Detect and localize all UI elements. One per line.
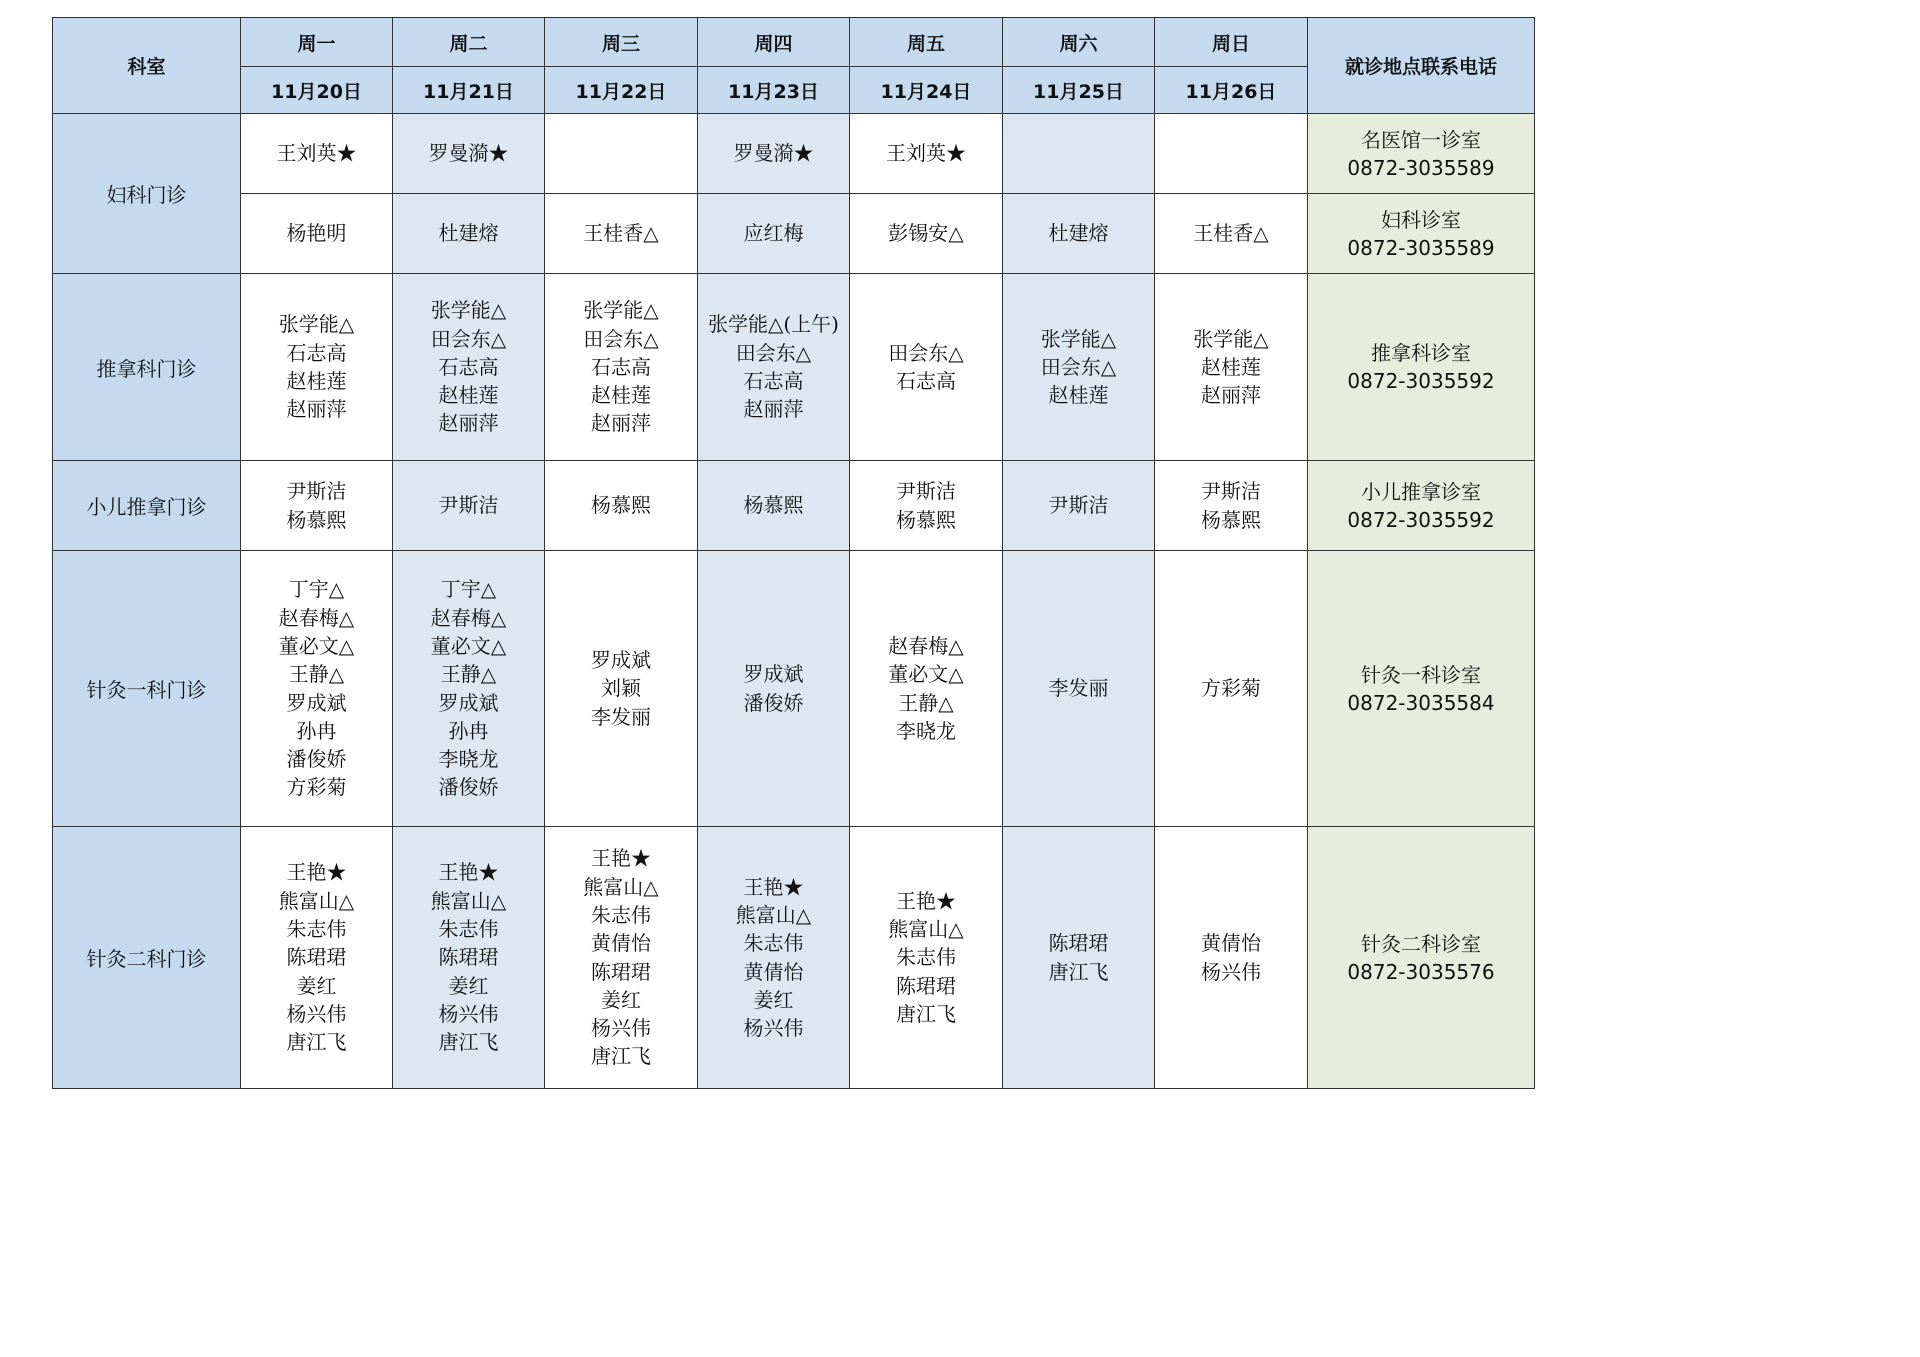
doctor-name: 罗成斌 <box>743 662 804 687</box>
doctor-name: 田会东△ <box>430 326 507 351</box>
clinic-room-name: 推拿科诊室 <box>1371 341 1471 365</box>
doctor-name: 李发丽 <box>591 704 651 729</box>
doctor-name: 姜红 <box>753 987 794 1012</box>
doctor-name: 赵丽萍 <box>743 397 804 422</box>
doctor-cell <box>698 551 850 827</box>
doctor-name: 杨兴伟 <box>743 1016 804 1041</box>
doctor-name: 杨慕熙 <box>286 507 347 532</box>
schedule-row <box>53 114 1535 194</box>
doctor-name: 赵桂莲 <box>286 369 347 393</box>
doctor-name: 董必文△ <box>888 662 964 687</box>
doctor-name: 杨兴伟 <box>438 1001 499 1026</box>
doctor-name: 熊富山△ <box>430 888 507 913</box>
doctor-name: 赵丽萍 <box>1201 383 1261 408</box>
doctor-name: 应红梅 <box>743 221 804 246</box>
doctor-name: 石志高 <box>743 369 804 393</box>
day-header: 周二 <box>393 18 545 67</box>
doctor-name: 陈珺珺 <box>591 959 651 984</box>
doctor-name: 熊富山△ <box>583 874 659 899</box>
doctor-cell <box>698 827 850 1089</box>
doctor-name: 王静△ <box>898 690 954 715</box>
doctor-name: 王静△ <box>288 662 345 687</box>
doctor-name: 王艳★ <box>743 874 804 899</box>
doctor-name: 王刘英★ <box>886 141 966 166</box>
doctor-cell <box>393 551 545 827</box>
doctor-name: 尹斯洁 <box>896 479 956 504</box>
doctor-name: 董必文△ <box>278 633 355 658</box>
doctor-name: 朱志伟 <box>896 945 956 970</box>
doctor-cell <box>545 827 698 1089</box>
date-header: 11月26日 <box>1155 67 1308 114</box>
location-contact-cell <box>1308 827 1535 1089</box>
doctor-cell <box>1155 114 1308 194</box>
doctor-name: 张学能△ <box>430 298 507 323</box>
doctor-name: 杨艳明 <box>286 221 347 246</box>
phone-number: 0872-3035576 <box>1347 959 1495 984</box>
doctor-name: 杨慕熙 <box>743 493 804 518</box>
doctor-name: 赵春梅△ <box>888 633 964 658</box>
doctor-name: 方彩菊 <box>286 775 347 800</box>
doctor-name: 潘俊娇 <box>438 775 499 800</box>
doctor-name: 张学能△ <box>1040 326 1117 351</box>
doctor-name: 赵丽萍 <box>286 397 347 422</box>
doctor-cell <box>850 551 1003 827</box>
doctor-cell <box>545 114 698 194</box>
dept-column-header: 科室 <box>53 18 241 114</box>
schedule-row <box>53 551 1535 827</box>
day-header: 周日 <box>1155 18 1308 67</box>
doctor-name: 李晓龙 <box>438 747 499 772</box>
doctor-cell <box>1003 827 1155 1089</box>
doctor-name: 刘颖 <box>601 676 641 701</box>
location-contact-cell <box>1308 194 1535 274</box>
schedule-body <box>53 114 1535 1089</box>
doctor-name: 王艳★ <box>438 860 499 885</box>
doctor-name: 黄倩怡 <box>1201 931 1261 956</box>
doctor-cell <box>1003 114 1155 194</box>
doctor-cell <box>850 461 1003 551</box>
doctor-cell <box>1003 461 1155 551</box>
doctor-cell <box>850 827 1003 1089</box>
doctor-name: 姜红 <box>448 973 489 998</box>
doctor-cell <box>698 194 850 274</box>
doctor-cell <box>393 114 545 194</box>
doctor-name: 陈珺珺 <box>896 973 956 998</box>
doctor-cell <box>1003 551 1155 827</box>
doctor-name: 王静△ <box>440 662 497 687</box>
doctor-name: 李发丽 <box>1048 676 1109 701</box>
doctor-name: 石志高 <box>438 354 499 379</box>
doctor-name: 潘俊娇 <box>286 747 347 772</box>
location-contact-cell <box>1308 274 1535 461</box>
doctor-cell <box>393 194 545 274</box>
doctor-cell <box>241 194 393 274</box>
doctor-name: 杨慕熙 <box>896 507 956 532</box>
doctor-name: 李晓龙 <box>896 718 956 743</box>
location-column-header: 就诊地点联系电话 <box>1308 18 1535 114</box>
doctor-name: 董必文△ <box>430 633 507 658</box>
department-name: 针灸一科门诊 <box>53 551 241 827</box>
doctor-cell <box>1155 551 1308 827</box>
doctor-name: 张学能△ <box>583 298 659 323</box>
location-contact-cell <box>1308 114 1535 194</box>
phone-number: 0872-3035584 <box>1347 690 1495 715</box>
doctor-name: 丁宇△ <box>288 577 345 602</box>
doctor-name: 张学能△ <box>278 312 355 337</box>
date-header: 11月21日 <box>393 67 545 114</box>
doctor-cell <box>241 461 393 551</box>
doctor-name: 熊富山△ <box>735 902 812 927</box>
department-name: 针灸二科门诊 <box>53 827 241 1089</box>
doctor-cell <box>393 461 545 551</box>
doctor-name: 王艳★ <box>591 846 651 871</box>
doctor-name: 罗成斌 <box>286 690 347 715</box>
schedule-row <box>53 274 1535 461</box>
doctor-cell <box>1155 194 1308 274</box>
clinic-room-name: 名医馆一诊室 <box>1361 127 1481 152</box>
doctor-cell <box>545 274 698 461</box>
doctor-name: 尹斯洁 <box>1048 493 1109 518</box>
date-header: 11月23日 <box>698 67 850 114</box>
doctor-name: 熊富山△ <box>888 917 964 942</box>
doctor-name: 黄倩怡 <box>591 931 651 956</box>
date-header: 11月22日 <box>545 67 698 114</box>
clinic-schedule-table <box>52 17 1535 1089</box>
doctor-name: 姜红 <box>296 973 337 998</box>
doctor-name: 石志高 <box>286 340 347 365</box>
doctor-cell <box>1003 194 1155 274</box>
doctor-name: 杜建熔 <box>438 221 499 246</box>
doctor-cell <box>1003 274 1155 461</box>
doctor-name: 唐江飞 <box>1048 959 1109 984</box>
phone-number: 0872-3035589 <box>1347 235 1495 260</box>
doctor-cell <box>241 274 393 461</box>
location-contact-cell <box>1308 461 1535 551</box>
doctor-name: 尹斯洁 <box>438 493 499 518</box>
day-header: 周五 <box>850 18 1003 67</box>
doctor-name: 陈珺珺 <box>286 945 347 970</box>
doctor-name: 朱志伟 <box>438 917 499 942</box>
doctor-cell <box>698 461 850 551</box>
doctor-name: 赵桂莲 <box>1048 383 1109 408</box>
day-header: 周四 <box>698 18 850 67</box>
doctor-cell <box>850 194 1003 274</box>
doctor-name: 张学能△ <box>1193 326 1269 351</box>
doctor-name: 赵桂莲 <box>591 383 651 408</box>
doctor-cell <box>545 461 698 551</box>
doctor-name: 石志高 <box>591 354 651 379</box>
doctor-name: 田会东△ <box>1040 354 1117 379</box>
doctor-name: 唐江飞 <box>896 1001 956 1026</box>
schedule-row <box>53 461 1535 551</box>
doctor-name: 田会东△ <box>888 340 964 365</box>
schedule-container <box>52 17 1534 1088</box>
doctor-name: 赵桂莲 <box>438 383 499 408</box>
doctor-name: 杨慕熙 <box>1201 507 1261 532</box>
doctor-name: 赵桂莲 <box>1201 354 1261 379</box>
doctor-cell <box>545 194 698 274</box>
doctor-name: 王艳★ <box>896 888 956 913</box>
doctor-name: 杨兴伟 <box>1201 959 1261 984</box>
doctor-name: 尹斯洁 <box>1201 479 1261 504</box>
doctor-name: 杨兴伟 <box>591 1016 651 1041</box>
doctor-name: 孙冉 <box>296 718 337 743</box>
doctor-name: 杜建熔 <box>1048 221 1109 246</box>
doctor-cell <box>241 114 393 194</box>
doctor-name: 姜红 <box>601 987 641 1012</box>
schedule-row <box>53 194 1535 274</box>
doctor-name: 朱志伟 <box>743 931 804 956</box>
doctor-name: 唐江飞 <box>438 1030 499 1055</box>
doctor-name: 黄倩怡 <box>743 959 804 984</box>
doctor-name: 王艳★ <box>286 860 347 885</box>
date-header: 11月20日 <box>241 67 393 114</box>
doctor-name: 彭锡安△ <box>888 221 964 246</box>
clinic-room-name: 针灸二科诊室 <box>1361 931 1481 956</box>
doctor-name: 石志高 <box>896 369 956 393</box>
doctor-name: 尹斯洁 <box>286 479 347 504</box>
phone-number: 0872-3035592 <box>1347 369 1495 393</box>
doctor-name: 赵春梅△ <box>278 605 355 630</box>
doctor-name: 杨兴伟 <box>286 1001 347 1026</box>
doctor-name: 王桂香△ <box>1193 221 1269 246</box>
department-name: 小儿推拿门诊 <box>53 461 241 551</box>
doctor-name: 赵丽萍 <box>591 411 651 436</box>
doctor-name: 罗成斌 <box>438 690 499 715</box>
doctor-name: 张学能△(上午) <box>708 312 839 337</box>
location-contact-cell <box>1308 551 1535 827</box>
doctor-name: 唐江飞 <box>286 1030 347 1055</box>
doctor-name: 赵春梅△ <box>430 605 507 630</box>
doctor-cell <box>698 274 850 461</box>
phone-number: 0872-3035592 <box>1347 507 1495 532</box>
doctor-cell <box>545 551 698 827</box>
doctor-cell <box>393 827 545 1089</box>
doctor-name: 罗曼漪★ <box>428 141 509 166</box>
phone-number: 0872-3035589 <box>1347 155 1495 180</box>
doctor-name: 王刘英★ <box>276 141 357 166</box>
doctor-cell <box>698 114 850 194</box>
clinic-room-name: 妇科诊室 <box>1381 207 1461 232</box>
doctor-cell <box>241 551 393 827</box>
doctor-cell <box>241 827 393 1089</box>
doctor-name: 陈珺珺 <box>438 945 499 970</box>
day-header: 周三 <box>545 18 698 67</box>
doctor-cell <box>1155 461 1308 551</box>
clinic-room-name: 小儿推拿诊室 <box>1361 479 1481 504</box>
doctor-cell <box>1155 827 1308 1089</box>
doctor-name: 熊富山△ <box>278 888 355 913</box>
clinic-room-name: 针灸一科诊室 <box>1361 662 1481 687</box>
doctor-name: 孙冉 <box>448 718 489 743</box>
schedule-row <box>53 827 1535 1089</box>
doctor-cell <box>850 274 1003 461</box>
doctor-cell <box>1155 274 1308 461</box>
doctor-name: 田会东△ <box>735 340 812 365</box>
doctor-name: 罗曼漪★ <box>733 141 814 166</box>
doctor-name: 方彩菊 <box>1201 676 1261 701</box>
doctor-name: 丁宇△ <box>440 577 497 602</box>
department-name: 推拿科门诊 <box>53 274 241 461</box>
day-header: 周一 <box>241 18 393 67</box>
doctor-name: 罗成斌 <box>591 648 651 673</box>
department-name: 妇科门诊 <box>53 114 241 274</box>
doctor-name: 潘俊娇 <box>743 690 804 715</box>
day-header: 周六 <box>1003 18 1155 67</box>
doctor-name: 陈珺珺 <box>1048 931 1109 956</box>
doctor-name: 田会东△ <box>583 326 659 351</box>
doctor-name: 朱志伟 <box>591 902 651 927</box>
doctor-name: 朱志伟 <box>286 917 347 942</box>
doctor-name: 杨慕熙 <box>591 493 651 518</box>
doctor-cell <box>850 114 1003 194</box>
doctor-name: 赵丽萍 <box>438 411 499 436</box>
doctor-name: 唐江飞 <box>591 1044 651 1069</box>
doctor-cell <box>393 274 545 461</box>
doctor-name: 王桂香△ <box>583 221 659 246</box>
header-row-days <box>53 18 1535 67</box>
date-header: 11月25日 <box>1003 67 1155 114</box>
date-header: 11月24日 <box>850 67 1003 114</box>
